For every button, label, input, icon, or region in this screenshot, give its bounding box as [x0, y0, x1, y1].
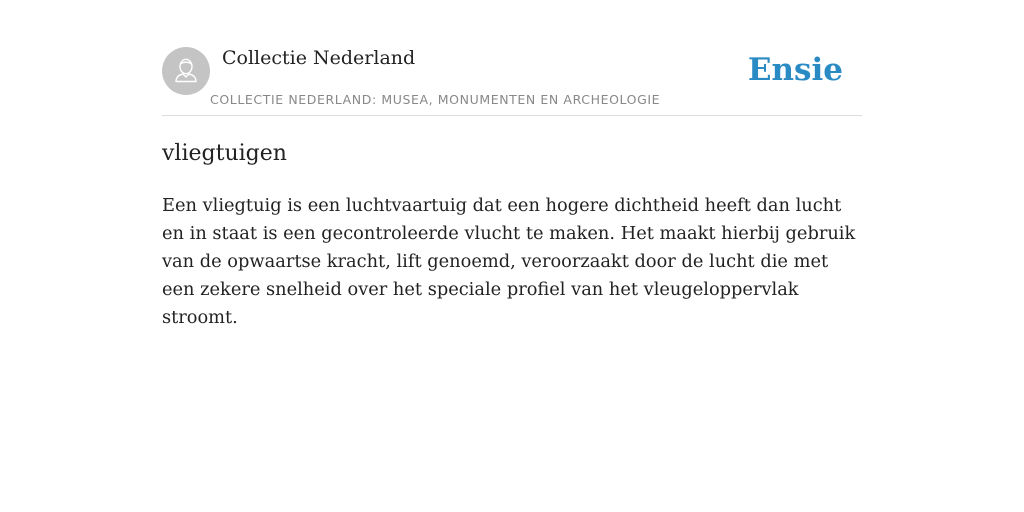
- avatar[interactable]: [162, 47, 210, 95]
- author-name[interactable]: Collectie Nederland: [222, 47, 416, 69]
- ensie-logo[interactable]: Ensie: [747, 52, 843, 88]
- card-header: [162, 0, 862, 116]
- user-icon: [162, 47, 210, 95]
- author-subtitle: COLLECTIE NEDERLAND: MUSEA, MONUMENTEN EN ARCHEOLOGIE: [210, 92, 661, 107]
- article-title: vliegtuigen: [162, 141, 287, 166]
- definition-card: [162, 0, 862, 512]
- article-body: Een vliegtuig is een luchtvaartuig dat een hogere dichtheid heeft dan lucht en in staat is een gecontroleerde vlucht te maken. Het maakt hierbij gebruik van de opwaartse kracht, lift genoemd, veroorzaakt door de lucht die met een zekere snelheid over het speciale profiel van het vleugeloppervlak stroomt.: [162, 195, 856, 328]
